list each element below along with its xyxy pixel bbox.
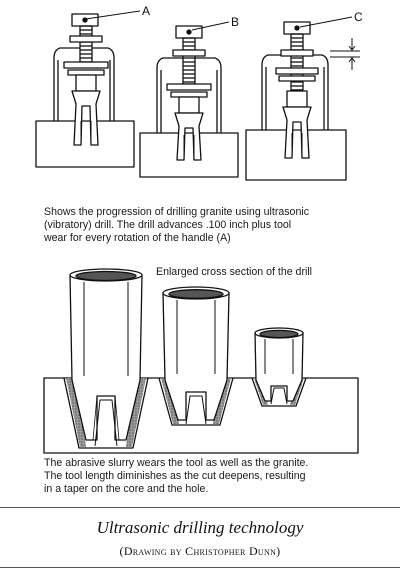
label-c: C [354, 10, 363, 24]
caption-progression [44, 206, 384, 245]
drill-stage-a [36, 14, 134, 167]
label-b: B [231, 15, 240, 29]
granite-block-b [140, 133, 238, 177]
cross-section-label: Enlarged cross section of the drill [156, 266, 313, 278]
caption-slurry-line-3: in a taper on the core and the hole. [44, 483, 209, 495]
advance-dimension-marker [330, 38, 360, 70]
drill-stage-c [246, 22, 346, 180]
caption-progression-line-3: wear for every rotation of the handle (A) [44, 232, 231, 244]
caption-slurry-line-1: The abrasive slurry wears the tool as well as the granite. [44, 457, 309, 469]
caption-progression-line-2: (vibratory) drill. The drill advances .100 inch plus tool [44, 219, 292, 231]
divider-bottom [0, 567, 400, 568]
granite-block-a [36, 121, 134, 167]
divider-top [0, 507, 400, 508]
caption-slurry-line-2: The tool length diminishes as the cut deepens, resulting [44, 470, 306, 482]
caption-slurry [44, 457, 389, 496]
label-a: A [142, 4, 151, 18]
figure-title: Ultrasonic drilling technology [96, 518, 304, 537]
granite-block-c [246, 130, 346, 180]
figure-credit: (Drawing by Christopher Dunn) [119, 544, 281, 558]
caption-progression-line-1: Shows the progression of drilling granite using ultrasonic [44, 206, 309, 218]
drill-stage-b [140, 26, 238, 177]
